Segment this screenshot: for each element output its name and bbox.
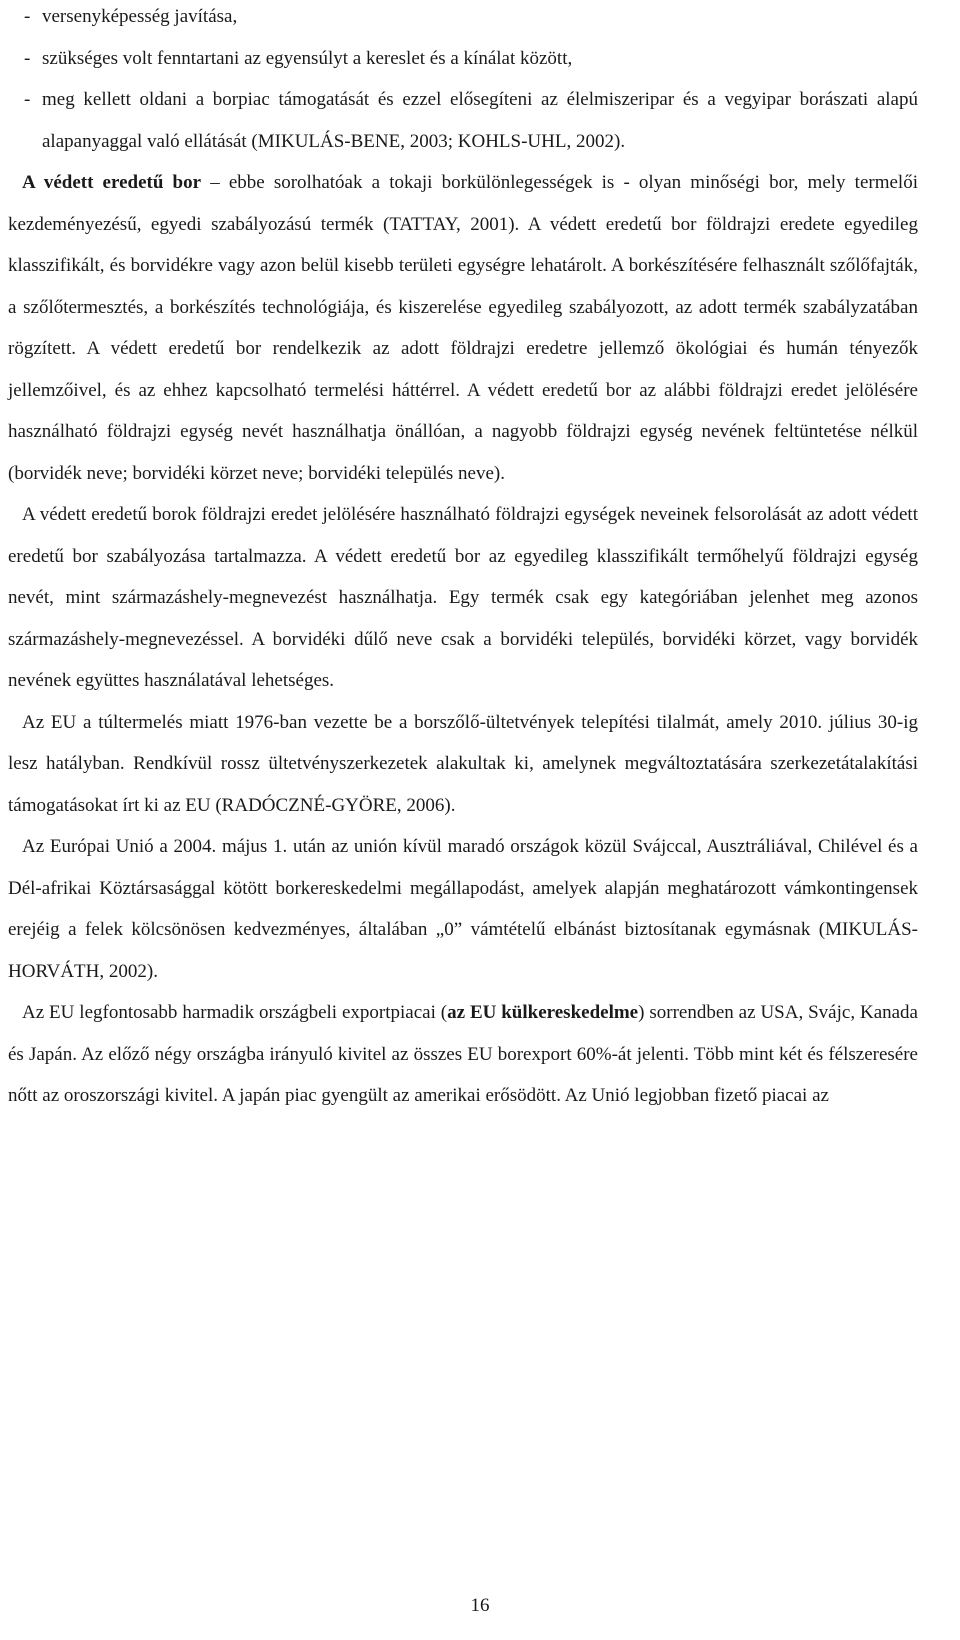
paragraph-text: ) sorrendben az USA, Svájc, Kanada és Japán. Az előző négy országba irányuló kivitel az összes EU borexport 60%-át jelenti. Több mint két és félszeresére nőtt az oroszországi kivitel. A japán piac gyengült az amerikai erősödött. Az Unió legjobban fizető piacai az (8, 1002, 918, 1106)
page-number: 16 (470, 1595, 490, 1616)
bullet-list (8, 0, 918, 162)
list-item (8, 0, 918, 38)
bullet-text: meg kellett oldani a borpiac támogatását és ezzel elősegíteni az élelmiszeripar és a vegyipar borászati alapú alapanyaggal való ellátását (MIKULÁS-BENE, 2003; KOHLS-UHL, 2002). (42, 89, 918, 152)
paragraph-overproduction: Az EU a túltermelés miatt 1976-ban vezette be a borszőlő-ültetvények telepítési tilalmát, amely 2010. július 30-ig lesz hatályban. Rendkívül rossz ültetvényszerkezetek alakultak ki, amelynek megváltoztatására szerkezetátalakítási támogatásokat írt ki az EU (RADÓCZNÉ-GYÖRE, 2006). (8, 711, 918, 816)
bullet-text: versenyképesség javítása, (42, 6, 238, 27)
dash-marker: - (24, 89, 31, 110)
paragraph-protected-origin (8, 162, 918, 494)
list-item (8, 79, 918, 162)
dash-marker: - (24, 6, 31, 27)
paragraph-text: – ebbe sorolhatóak a tokaji borkülönlegességek is - olyan minőségi bor, mely termelői kezdeményezésű, egyedi szabályozású termék (TATTAY, 2001). A védett eredetű bor földrajzi eredete egyedileg klasszifikált, és borvidékre vagy azon belül kisebb területi egységre lehatárolt. A borkészítésére felhasznált szőlőfajták, a szőlőtermesztés, a borkészítés technológiája, és kiszerelése egyedileg szabályozott, az adott termék szabályzatában rögzített. A védett eredetű bor rendelkezik az adott földrajzi eredetre jellemző ökológiai és humán tényezők jellemzőivel, és az ehhez kapcsolható termelési háttérrel. A védett eredetű bor az alábbi földrajzi eredet jelölésére használható földrajzi egység nevét használhatja önállóan, a nagyobb földrajzi egység nevének feltüntetése nélkül (borvidék neve; borvidéki körzet neve; borvidéki település neve). (8, 172, 918, 484)
bullet-text: szükséges volt fenntartani az egyensúlyt a kereslet és a kínálat között, (42, 47, 573, 69)
bold-term: A védett eredetű bor (22, 172, 202, 193)
dash-marker: - (24, 47, 31, 69)
paragraph-geographic-units: A védett eredetű borok földrajzi eredet jelölésére használható földrajzi egységek neveinek felsorolását az adott védett eredetű bor szabályozása tartalmazza. A védett eredetű bor az egyedileg klasszifikált termőhelyű földrajzi egység nevét, mint származáshely-megnevezést használhatja. Egy termék csak egy kategóriában jelenhet meg azonos származáshely-megnevezéssel. A borvidéki dűlő neve csak a borvidéki település, borvidéki körzet, vagy borvidék nevének együttes használatával lehetséges. (8, 504, 918, 691)
bold-term: az EU külkereskedelme (447, 1002, 639, 1023)
paragraph-text: Az EU legfontosabb harmadik országbeli exportpiacai ( (22, 1002, 448, 1023)
paragraph-export-markets (8, 992, 918, 1117)
body-text (8, 0, 918, 1117)
paragraph-trade-agreements: Az Európai Unió a 2004. május 1. után az unión kívül maradó országok közül Svájccal, Ausztráliával, Chilével és a Dél-afrikai Köztársasággal kötött borkereskedelmi megállapodást, amelyek alapján meghatározott vámkontingensek erejéig a felek kölcsönösen kedvezményes, általában „0” vámtételű elbánást biztosítanak egymásnak (MIKULÁS-HORVÁTH, 2002). (8, 836, 918, 982)
list-item (8, 38, 918, 80)
